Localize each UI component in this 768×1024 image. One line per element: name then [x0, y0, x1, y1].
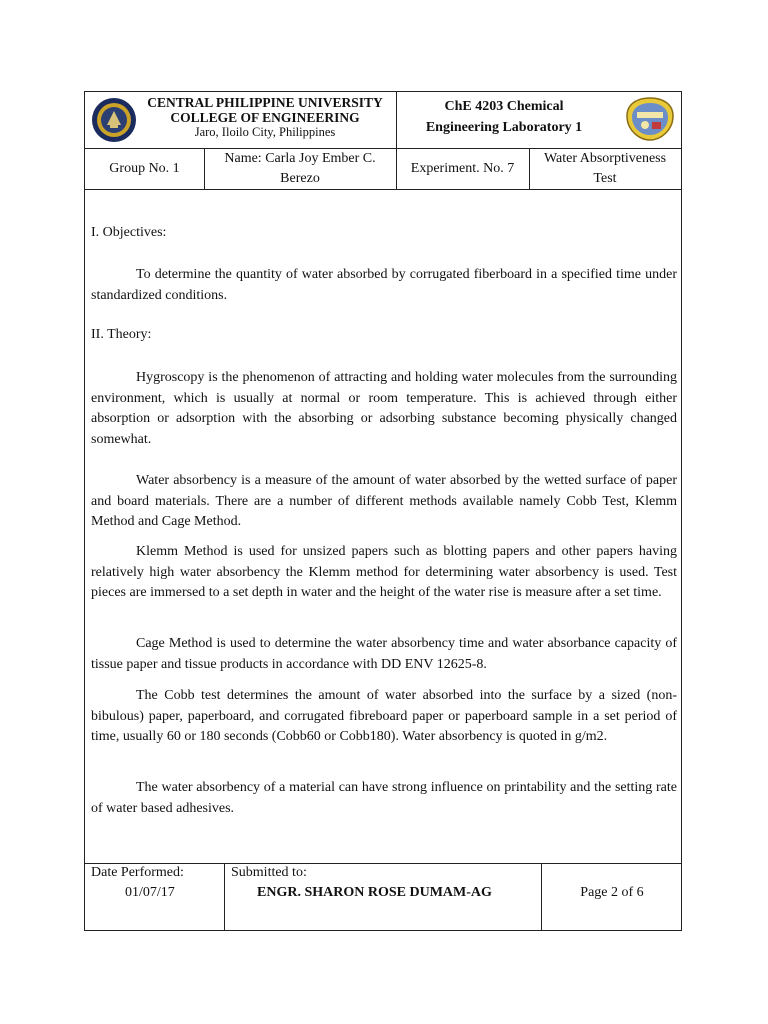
university-name: CENTRAL PHILIPPINE UNIVERSITY [147, 95, 383, 110]
experiment-title [529, 148, 681, 189]
objectives-heading: I. Objectives: [91, 225, 167, 240]
date-performed-value: 01/07/17 [125, 885, 175, 900]
submitted-to-name: ENGR. SHARON ROSE DUMAM-AG [257, 885, 492, 900]
theory-paragraph-5: The Cobb test determines the amount of water absorbed into the surface by a sized (non-bibulous) paper, paperboard, and corrugated fibreboard paper or paperboard sample in a set period of time, usually 60 or 180 seconds (Cobb60 or Cobb180). Water absorbency is quoted in g/m2. [91, 688, 677, 745]
university-block [135, 95, 395, 140]
engineering-seal-icon [625, 96, 675, 142]
theory-paragraph-3: Klemm Method is used for unsized papers such as blotting papers and other papers having relatively high water absorbency the Klemm method for determining water absorbency is used. Test pieces are immersed to a set depth in water and the height of the water rise is measure after a set time. [91, 544, 677, 601]
group-number: Group No. 1 [109, 160, 180, 176]
submitted-to-label: Submitted to: [231, 865, 307, 880]
course-title-line2: Engineering Laboratory 1 [425, 120, 583, 135]
date-performed-label: Date Performed: [91, 865, 184, 880]
theory-paragraph-2: Water absorbency is a measure of the amount of water absorbed by the wetted surface of paper and board materials. There are a number of different methods available namely Cobb Test, Klemm Method and Cage Method. [91, 473, 677, 530]
university-address: Jaro, Iloilo City, Philippines [194, 125, 336, 139]
experiment-title-line1: Water Absorptiveness [543, 150, 667, 166]
experiment-title-line2: Test [593, 170, 617, 186]
student-name-line2: Berezo [280, 170, 320, 186]
header-info-row [85, 148, 681, 190]
header-top-row [85, 92, 681, 149]
theory-paragraph-4: Cage Method is used to determine the water absorbency time and water absorbance capacity of tissue paper and tissue products in accordance with DD ENV 12625-8. [91, 636, 677, 672]
document-page [84, 91, 682, 931]
theory-paragraph-1: Hygroscopy is the phenomenon of attracting and holding water molecules from the surrounding environment, which is usually at normal or room temperature. This is achieved through either absorption or adsorption with the absorbing or adsorbing substance becoming physically changed somewhat. [91, 370, 677, 447]
college-name: COLLEGE OF ENGINEERING [170, 110, 360, 125]
course-title [398, 92, 610, 148]
student-name-line1: Name: Carla Joy Ember C. [224, 150, 376, 166]
objectives-text: To determine the quantity of water absorbed by corrugated fiberboard in a specified time under standardized conditions. [91, 267, 677, 303]
student-name [204, 148, 396, 189]
theory-paragraph-6: The water absorbency of a material can have strong influence on printability and the setting rate of water based adhesives. [91, 780, 677, 816]
footer [85, 863, 681, 931]
experiment-number: Experiment. No. 7 [410, 160, 515, 176]
university-seal-icon [91, 97, 137, 143]
footer-divider [224, 864, 225, 931]
header-divider [396, 92, 397, 148]
course-title-line1: ChE 4203 Chemical [444, 99, 564, 114]
theory-heading: II. Theory: [91, 327, 152, 342]
page-number: Page 2 of 6 [580, 885, 644, 900]
